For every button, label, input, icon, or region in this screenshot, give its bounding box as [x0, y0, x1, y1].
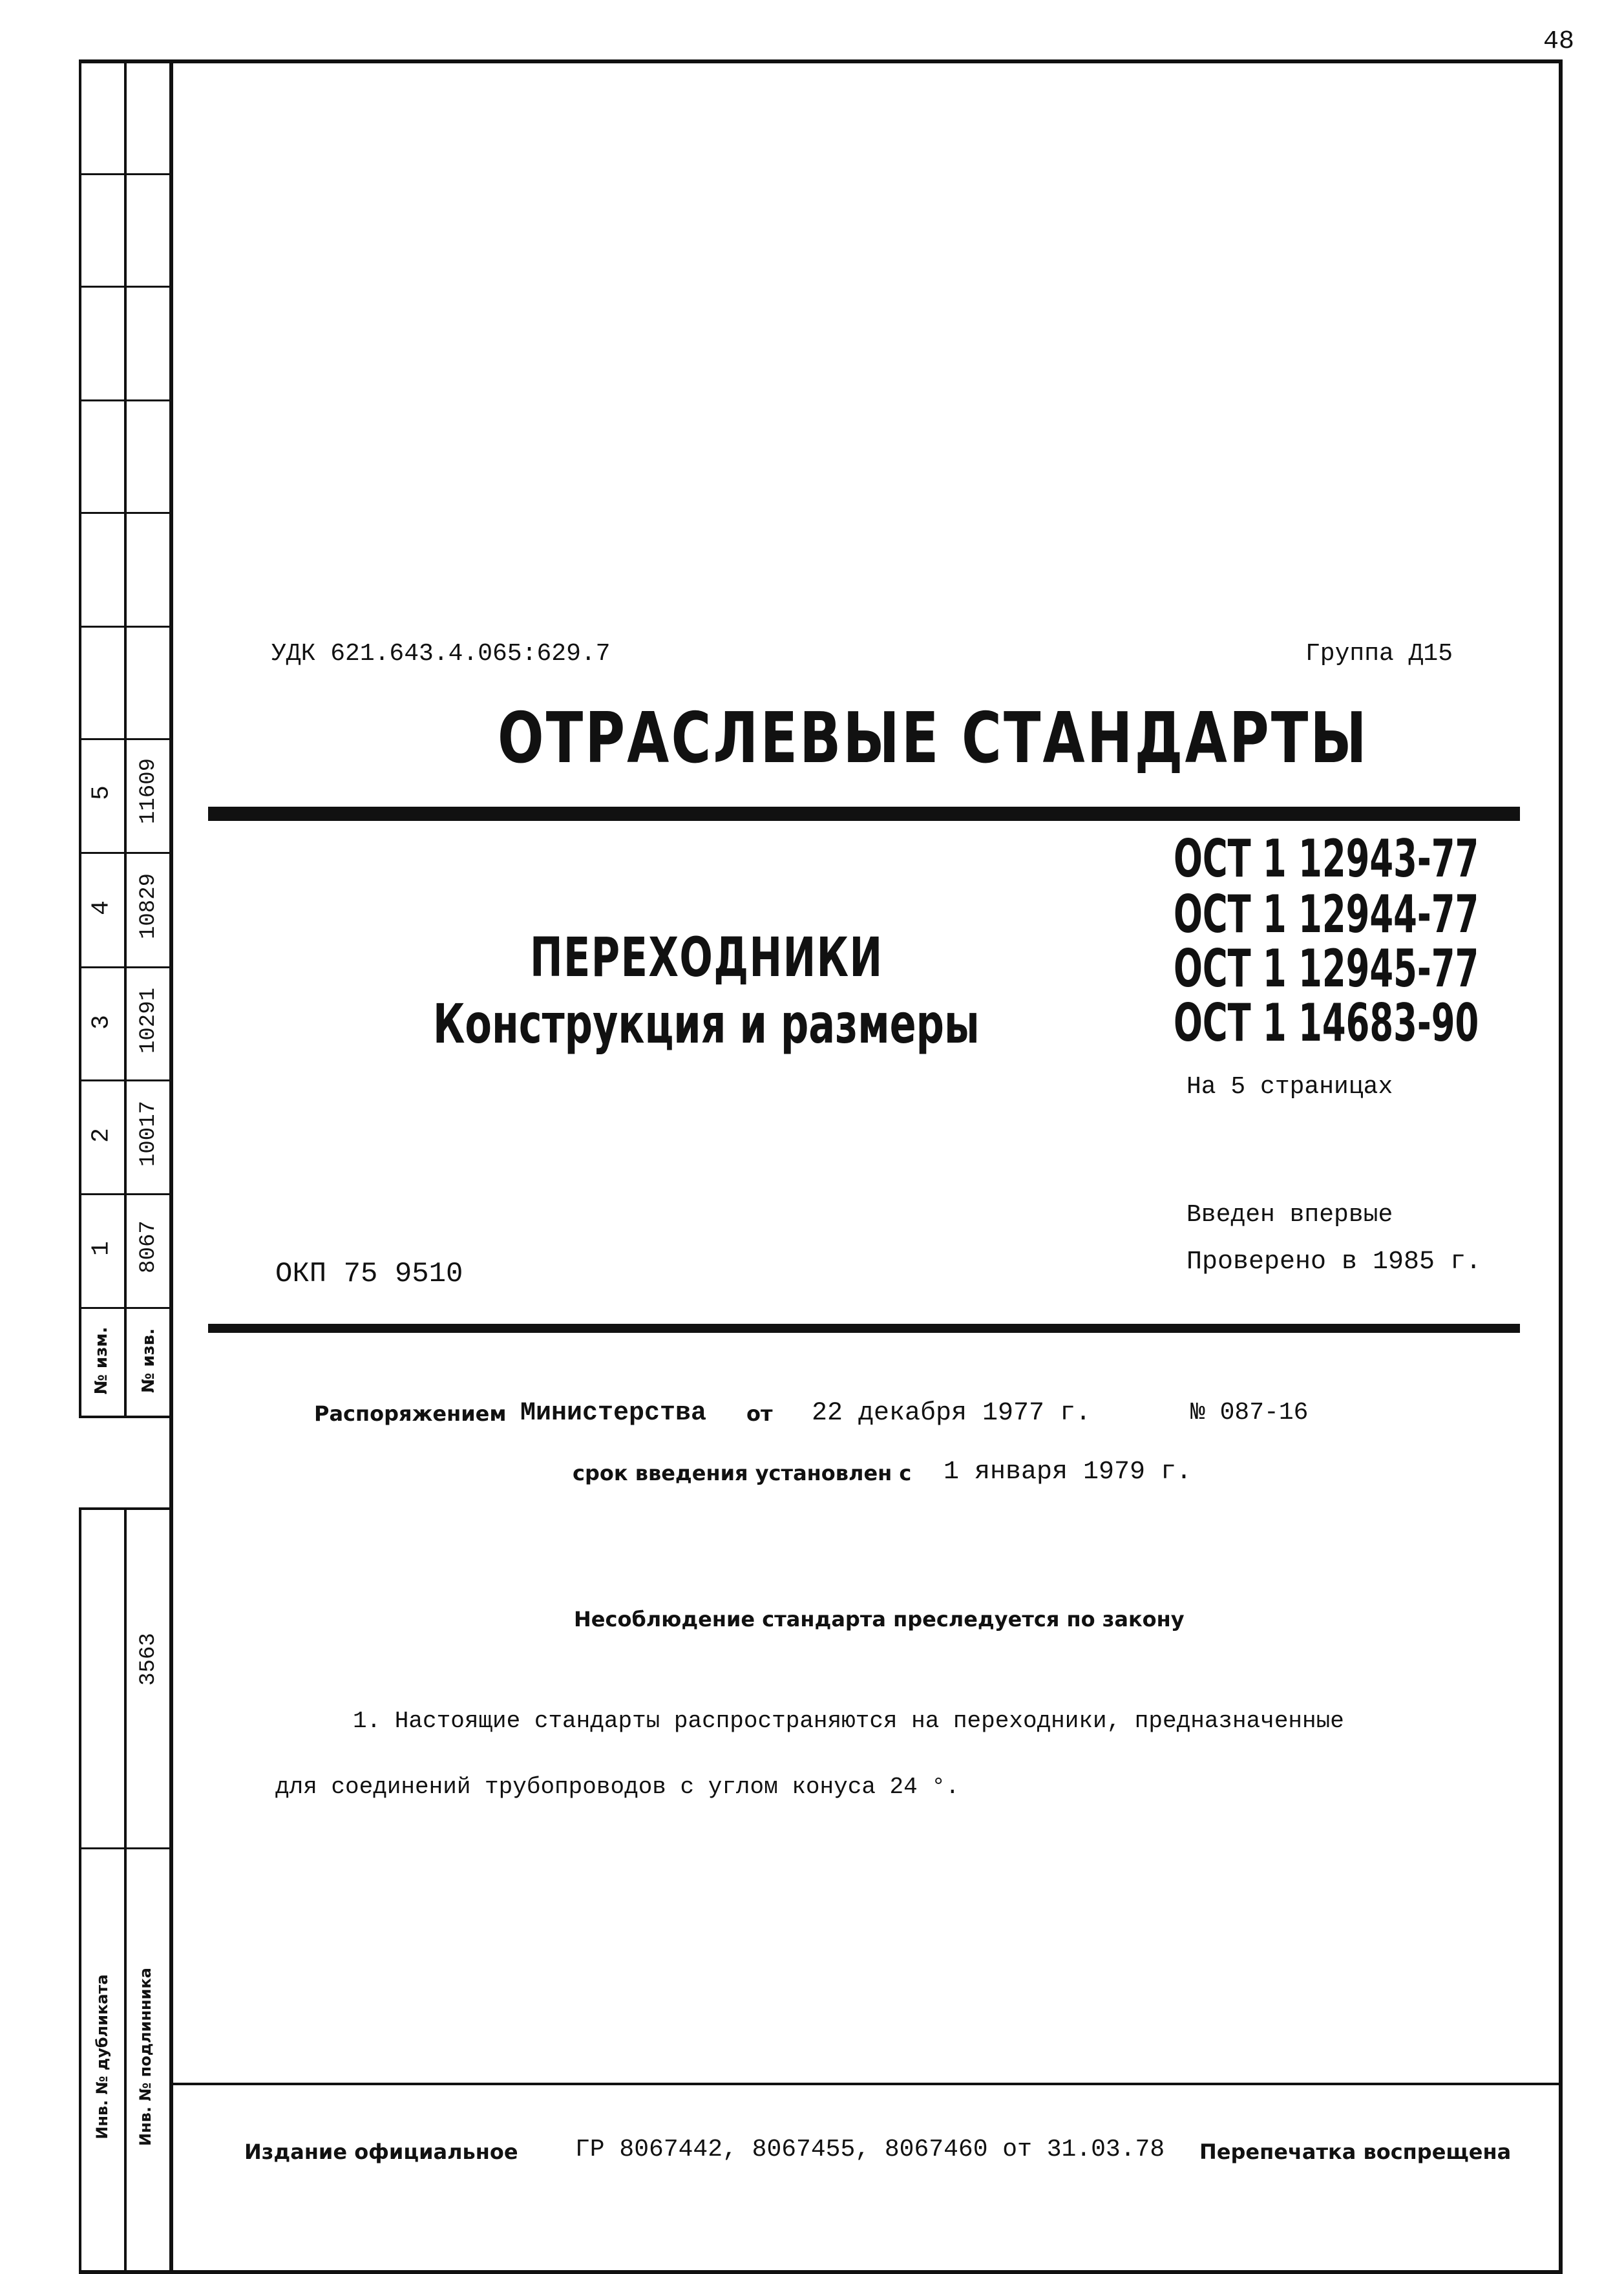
- standard-code: ОСТ 1 12944-77: [1174, 884, 1479, 944]
- paragraph-1-line1: 1. Настоящие стандарты распространяются на переходники, предназначенные: [353, 1708, 1344, 1734]
- introduced-note: Введен впервые: [1186, 1201, 1393, 1229]
- pages-note: На 5 страницах: [1186, 1073, 1393, 1101]
- side-row-line: [79, 852, 173, 854]
- notice-number: 10291: [136, 987, 161, 1054]
- page-number: 48: [1543, 27, 1575, 56]
- change-number: 3: [87, 1015, 116, 1030]
- okp-code: ОКП 75 9510: [275, 1258, 463, 1290]
- original-inventory-value: 3563: [136, 1633, 161, 1686]
- term-label: срок введения установлен с: [573, 1461, 912, 1485]
- change-label: № изм.: [92, 1326, 111, 1395]
- frame-top: [79, 59, 1563, 63]
- change-number: 2: [87, 1128, 116, 1143]
- thick-rule-bottom: [208, 1324, 1520, 1333]
- group-code: Группа Д15: [1305, 640, 1453, 668]
- footer-reprint: Перепечатка воспрещена: [1199, 2140, 1512, 2164]
- change-number: 1: [87, 1241, 116, 1256]
- order-label: Распоряжением: [314, 1401, 507, 1426]
- order-ministry: Министерства: [520, 1399, 707, 1428]
- frame-inner-left: [169, 59, 173, 2274]
- term-date: 1 января 1979 г.: [944, 1458, 1192, 1487]
- order-from: от: [746, 1401, 773, 1426]
- order-date: 22 декабря 1977 г.: [812, 1399, 1091, 1428]
- side-row-line: [79, 1079, 173, 1081]
- paragraph-1-line2: для соединений трубопроводов с углом конуса 24 °.: [275, 1774, 960, 1800]
- side-row-line: [79, 966, 173, 968]
- footer-official: Издание официальное: [244, 2140, 518, 2164]
- change-number: 5: [87, 785, 116, 800]
- original-inventory-label: Инв. № подлинника: [136, 1968, 154, 2146]
- standard-code: ОСТ 1 12943-77: [1174, 829, 1479, 889]
- duplicate-inventory-label: Инв. № дубликата: [93, 1974, 111, 2140]
- frame-bottom: [79, 2270, 1563, 2274]
- notice-number: 10829: [136, 873, 161, 940]
- main-title: ОТРАСЛЕВЫЕ СТАНДАРТЫ: [498, 698, 1369, 779]
- side-row-line: [79, 512, 173, 514]
- document-title: ПЕРЕХОДНИКИ: [530, 926, 883, 989]
- side-row-line: [79, 399, 173, 401]
- order-number: № 087-16: [1190, 1399, 1309, 1427]
- notice-number: 11609: [136, 758, 161, 825]
- side-upper-bottom: [79, 1416, 173, 1418]
- frame-right: [1559, 59, 1563, 2274]
- notice-label: № изв.: [139, 1328, 158, 1393]
- side-lower-mid: [124, 1507, 127, 2274]
- notice-number: 8067: [136, 1220, 161, 1273]
- document-subtitle: Конструкция и размеры: [433, 992, 980, 1056]
- side-row-line: [79, 1307, 173, 1309]
- side-row-line: [79, 286, 173, 288]
- side-row-line: [79, 626, 173, 628]
- side-row-line: [79, 173, 173, 175]
- side-lower-left: [79, 1507, 81, 2274]
- warning-text: Несоблюдение стандарта преследуется по закону: [574, 1607, 1185, 1631]
- checked-note: Проверено в 1985 г.: [1186, 1248, 1482, 1277]
- frame-stamp-line: [169, 2083, 1563, 2085]
- thick-rule-top: [208, 807, 1520, 821]
- notice-number: 10017: [136, 1100, 161, 1167]
- udk-code: УДК 621.643.4.065:629.7: [271, 640, 611, 668]
- footer-gr: ГР 8067442, 8067455, 8067460 от 31.03.78: [575, 2136, 1165, 2163]
- standard-code: ОСТ 1 12945-77: [1174, 939, 1479, 999]
- standard-code: ОСТ 1 14683-90: [1174, 993, 1479, 1053]
- change-number: 4: [87, 900, 116, 915]
- side-lower-sep: [79, 1847, 173, 1849]
